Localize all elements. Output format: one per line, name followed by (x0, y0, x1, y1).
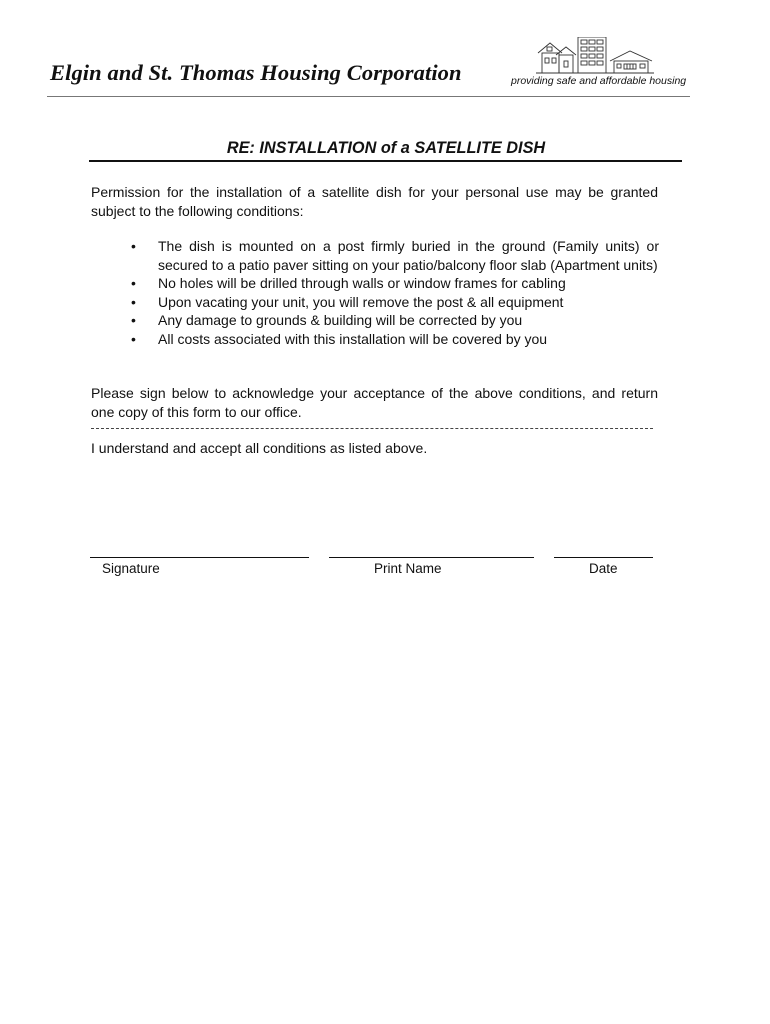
intro-paragraph: Permission for the installation of a satellite dish for your personal use may be granted subject to the following conditions: (91, 184, 658, 219)
closing-paragraph: Please sign below to acknowledge your acceptance of the above conditions, and return one copy of this form to our office. (91, 385, 658, 420)
list-item (131, 330, 659, 349)
bullet-icon: • (131, 312, 136, 328)
list-item (131, 293, 659, 312)
date-label: Date (589, 561, 618, 576)
organization-name: Elgin and St. Thomas Housing Corporation (50, 60, 462, 85)
list-item (131, 311, 659, 330)
condition-text: The dish is mounted on a post firmly buried in the ground (Family units) or secured to a patio paver sitting on your patio/balcony floor slab (Apartment units) (158, 238, 659, 273)
acceptance-statement: I understand and accept all conditions as listed above. (91, 440, 428, 456)
conditions-list (131, 237, 659, 348)
condition-text: No holes will be drilled through walls or window frames for cabling (158, 275, 566, 291)
document-title: RE: INSTALLATION of a SATELLITE DISH (226, 139, 546, 157)
cut-line (91, 428, 653, 429)
bullet-icon: • (131, 330, 136, 347)
header-divider (47, 96, 690, 97)
condition-text: Upon vacating your unit, you will remove the post & all equipment (158, 293, 564, 310)
print-name-field[interactable] (329, 557, 534, 558)
bullet-icon: • (131, 275, 136, 291)
condition-text: Any damage to grounds & building will be corrected by you (158, 312, 523, 328)
list-item (131, 237, 659, 274)
print-name-label: Print Name (374, 561, 442, 576)
date-field[interactable] (554, 557, 653, 558)
title-underline (89, 160, 682, 162)
bullet-icon: • (131, 238, 136, 254)
bullet-icon: • (131, 293, 136, 310)
list-item (131, 274, 659, 293)
tagline: providing safe and affordable housing (511, 75, 687, 87)
condition-text: All costs associated with this installation will be covered by you (158, 330, 548, 347)
houses-and-apartment-icon (536, 37, 654, 75)
signature-field[interactable] (90, 557, 309, 558)
signature-label: Signature (102, 561, 160, 576)
